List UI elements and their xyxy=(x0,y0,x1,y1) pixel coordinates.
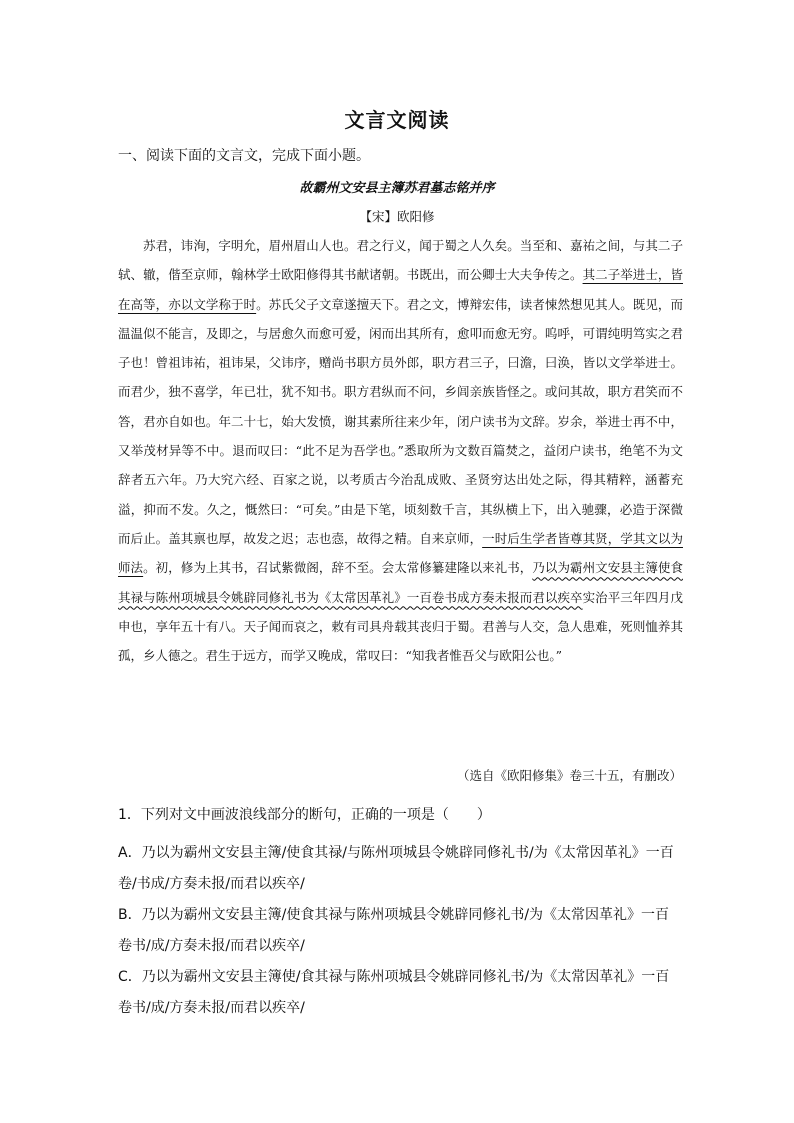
passage-text-part-3: 。初，修为上其书，召试紫微阁，辞不至。会太常修纂建隆以来礼书， xyxy=(143,560,533,576)
passage-author: 【宋】欧阳修 xyxy=(359,209,435,224)
option-c xyxy=(118,962,678,1024)
wavy-underlined-sentence: 乃以为霸州文安县主簿使食其禄与陈州项城县令姚辟同修礼书为《太常因革礼》一百卷书成方奏未报而君以疾卒 xyxy=(118,560,683,605)
page-title: 文言文阅读 xyxy=(344,108,450,132)
option-c-text: 乃以为霸州文安县主簿使/食其禄与陈州项城县令姚辟同修礼书/为《太常因革礼》一百卷书/成/方奏未报/而君以疾卒/ xyxy=(118,969,670,1016)
underlined-sentence-2: 一时后生学者皆尊其贤，学其文以为师法 xyxy=(118,530,683,576)
option-b xyxy=(118,900,678,962)
passage-source: （选自《欧阳修集》卷三十五，有删改） xyxy=(456,768,682,783)
option-b-label: B． xyxy=(118,907,142,923)
option-a-label: A． xyxy=(118,845,142,861)
passage-text-part-1: 苏君，讳洵，字明允，眉州眉山人也。君之行义，闻于蜀之人久矣。当至和、嘉祐之间，与其二子轼、辙，偕至京师，翰林学士欧阳修得其书献诸朝。书既出，而公卿士大夫争传之。 xyxy=(118,238,683,283)
passage-text-part-4: 实治平三年四月戊申也，享年五十有八。天子闻而哀之，敕有司具舟载其丧归于蜀。君善与人交，急人患难，死则恤养其孤，乡人德之。君生于远方，而学又晚成，常叹曰：“知我者惟吾父与欧阳公也。” xyxy=(118,589,683,664)
option-c-label: C． xyxy=(118,969,142,985)
option-a-text: 乃以为霸州文安县主簿/使食其禄/与陈州项城县令姚辟同修礼书/为《太常因革礼》一百卷/书成/方奏未报/而君以疾卒/ xyxy=(118,845,674,892)
instruction-text: 一、阅读下面的文言文，完成下面小题。 xyxy=(118,148,370,164)
passage-title: 故霸州文安县主簿苏君墓志铭并序 xyxy=(299,181,495,196)
passage-text-part-2: 。苏氏父子文章遂擅天下。君之文，博辩宏伟，读者悚然想见其人。既见，而温温似不能言，及即之，与居愈久而愈可爱，闲而出其所有，愈叩而愈无穷。呜呼，可谓纯明笃实之君子也！曾祖讳祐，祖讳杲，父讳序，赠尚书职方员外郎，职方君三子，曰澹，曰涣，皆以文学举进士。而君少，独不喜学，年已壮，犹不知书。职方君纵而不问，乡闾亲族皆怪之。或问其故，职方君笑而不答，君亦自如也。年二十七，始大发愤，谢其素所往来少年，闭户读书为文辞。岁余，举进士再不中，又举茂材异等不中。退而叹曰：“此不足为吾学也。”悉取所为文数百篇焚之，益闭户读书，绝笔不为文辞者五六年。乃大究六经、百家之说，以考质古今治乱成败、圣贤穷达出处之际，得其精粹，涵蓄充溢，抑而不发。久之，慨然曰：“可矣。”由是下笔，顷刻数千言，其纵横上下，出入驰骤，必造于深微而后止。盖其禀也厚，故发之迟；志也悫，故得之精。自来京师， xyxy=(118,296,683,546)
underlined-sentence-1: 其二子举进士，皆在高等，亦以文学称于时 xyxy=(118,267,683,312)
option-a xyxy=(118,838,678,900)
question-stem: 1．下列对文中画波浪线部分的断句，正确的一项是（ ） xyxy=(118,807,491,823)
passage-body xyxy=(118,231,683,670)
option-b-text: 乃以为霸州文安县主簿/使食其禄与陈州项城县令姚辟同修礼书/为《太常因革礼》一百卷书/成/方奏未报/而君以疾卒/ xyxy=(118,907,670,954)
